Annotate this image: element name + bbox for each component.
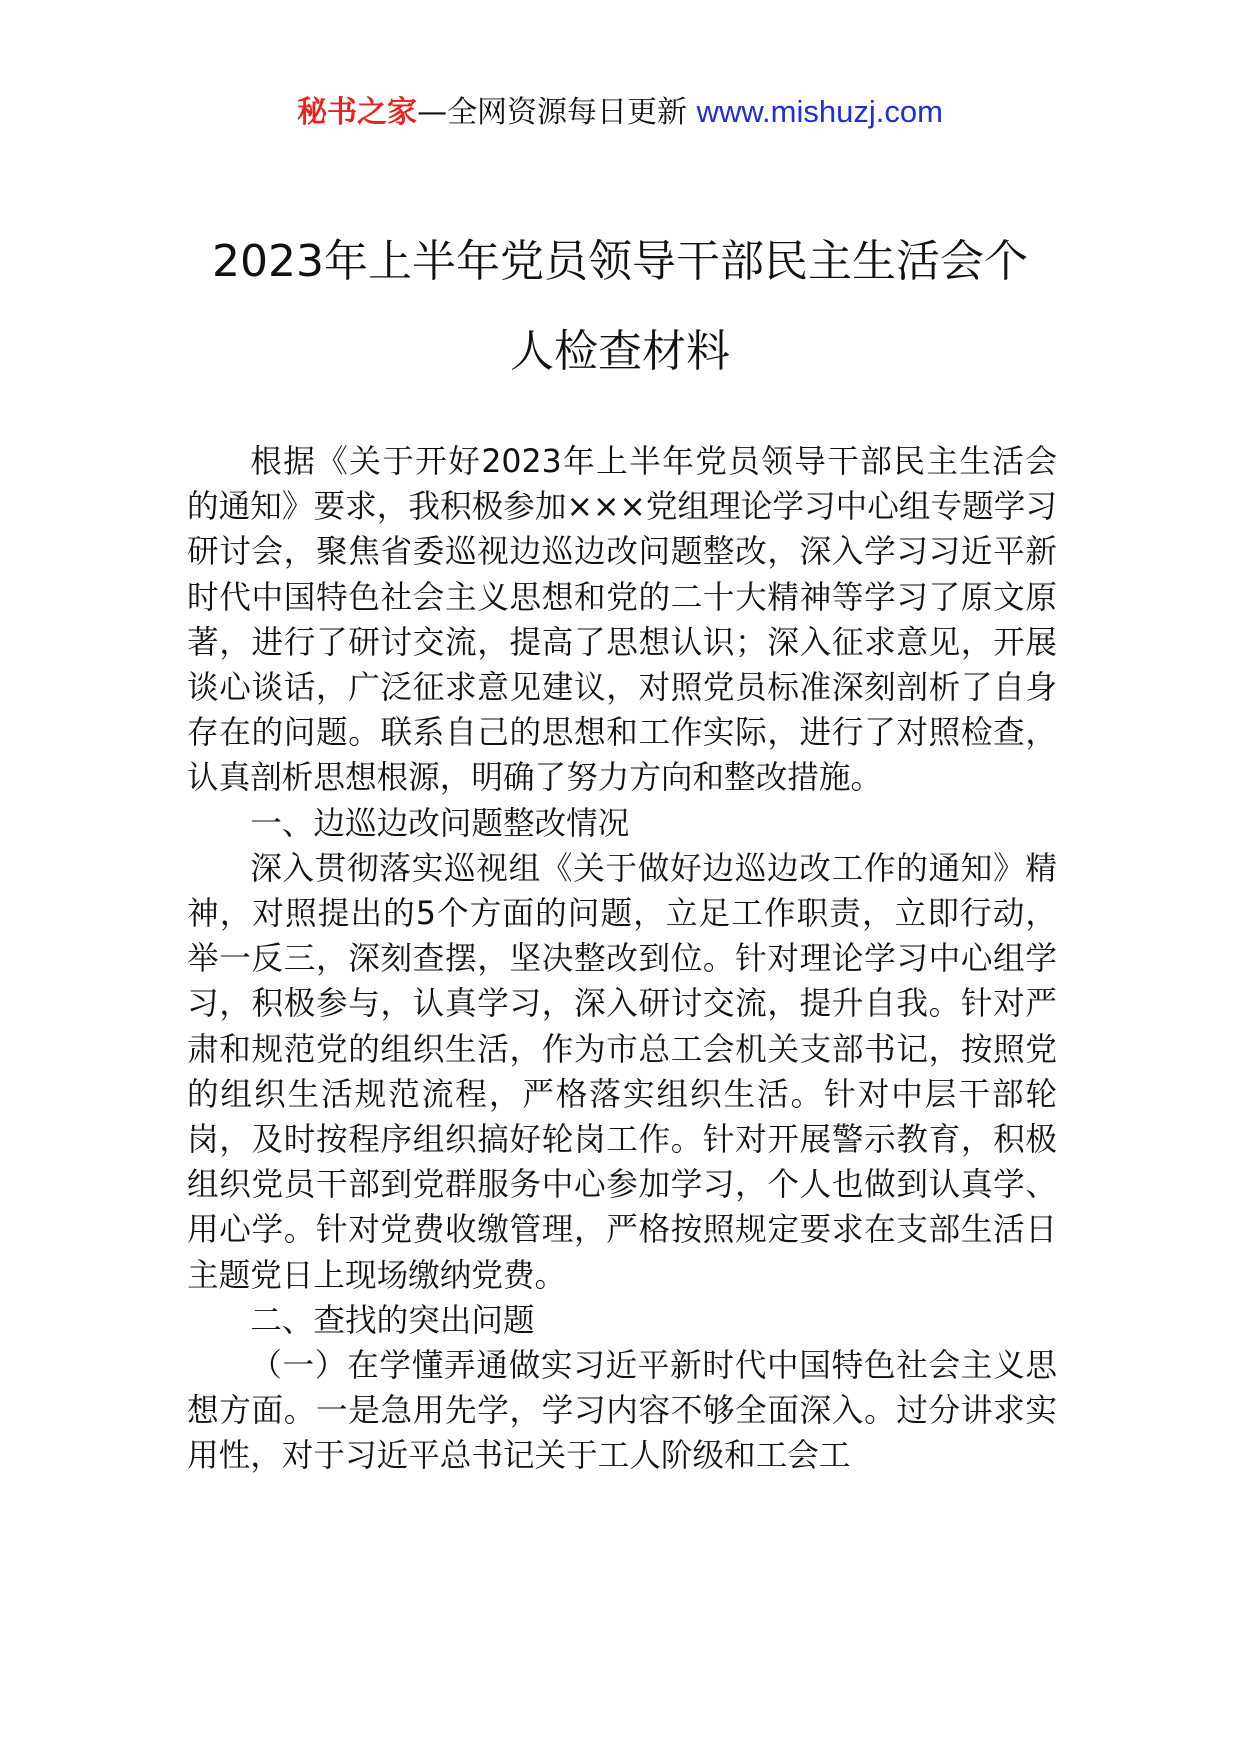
intro-paragraph: 根据《关于开好2023年上半年党员领导干部民主生活会的通知》要求，我积极参加×××党组理论学习中心组专题学习研讨会，聚焦省委巡视边巡边改问题整改，深入学习习近平新时代中国特色社会主义思想和党的二十大精神等学习了原文原著，进行了研讨交流，提高了思想认识；深入征求意见，开展谈心谈话，广泛征求意见建议，对照党员标准深刻剖析了自身存在的问题。联系自己的思想和工作实际，进行了对照检查，认真剖析思想根源，明确了努力方向和整改措施。 (187, 444, 1057, 797)
site-tagline: —全网资源每日更新 (417, 95, 697, 130)
site-brand: 秘书之家 (297, 95, 418, 130)
site-header (0, 92, 1240, 133)
section-1-paragraph: 深入贯彻落实巡视组《关于做好边巡边改工作的通知》精神，对照提出的5个方面的问题，立足工作职责，立即行动，举一反三，深刻查摆，坚决整改到位。针对理论学习中心组学习，积极参与，认真学习，深入研讨交流，提升自我。针对严肃和规范党的组织生活，作为市总工会机关支部书记，按照党的组织生活规范流程，严格落实组织生活。针对中层干部轮岗，及时按程序组织搞好轮岗工作。针对开展警示教育，积极组织党员干部到党群服务中心参加学习，个人也做到认真学、用心学。针对党费收缴管理，严格按照规定要求在支部生活日主题党日上现场缴纳党费。 (187, 850, 1057, 1294)
document-title-line-2: 人检查材料 (510, 326, 730, 377)
document-body (187, 440, 1057, 1480)
site-url-link[interactable]: www.mishuzj.com (696, 94, 943, 129)
document-title-line-1: 2023年上半年党员领导干部民主生活会个 (212, 236, 1028, 287)
section-heading-2: 二、查找的突出问题 (250, 1302, 535, 1339)
section-2-paragraph: （一）在学懂弄通做实习近平新时代中国特色社会主义思想方面。一是急用先学，学习内容不够全面深入。过分讲求实用性，对于习近平总书记关于工人阶级和工会工 (187, 1348, 1057, 1475)
section-heading-1: 一、边巡边改问题整改情况 (250, 805, 630, 842)
